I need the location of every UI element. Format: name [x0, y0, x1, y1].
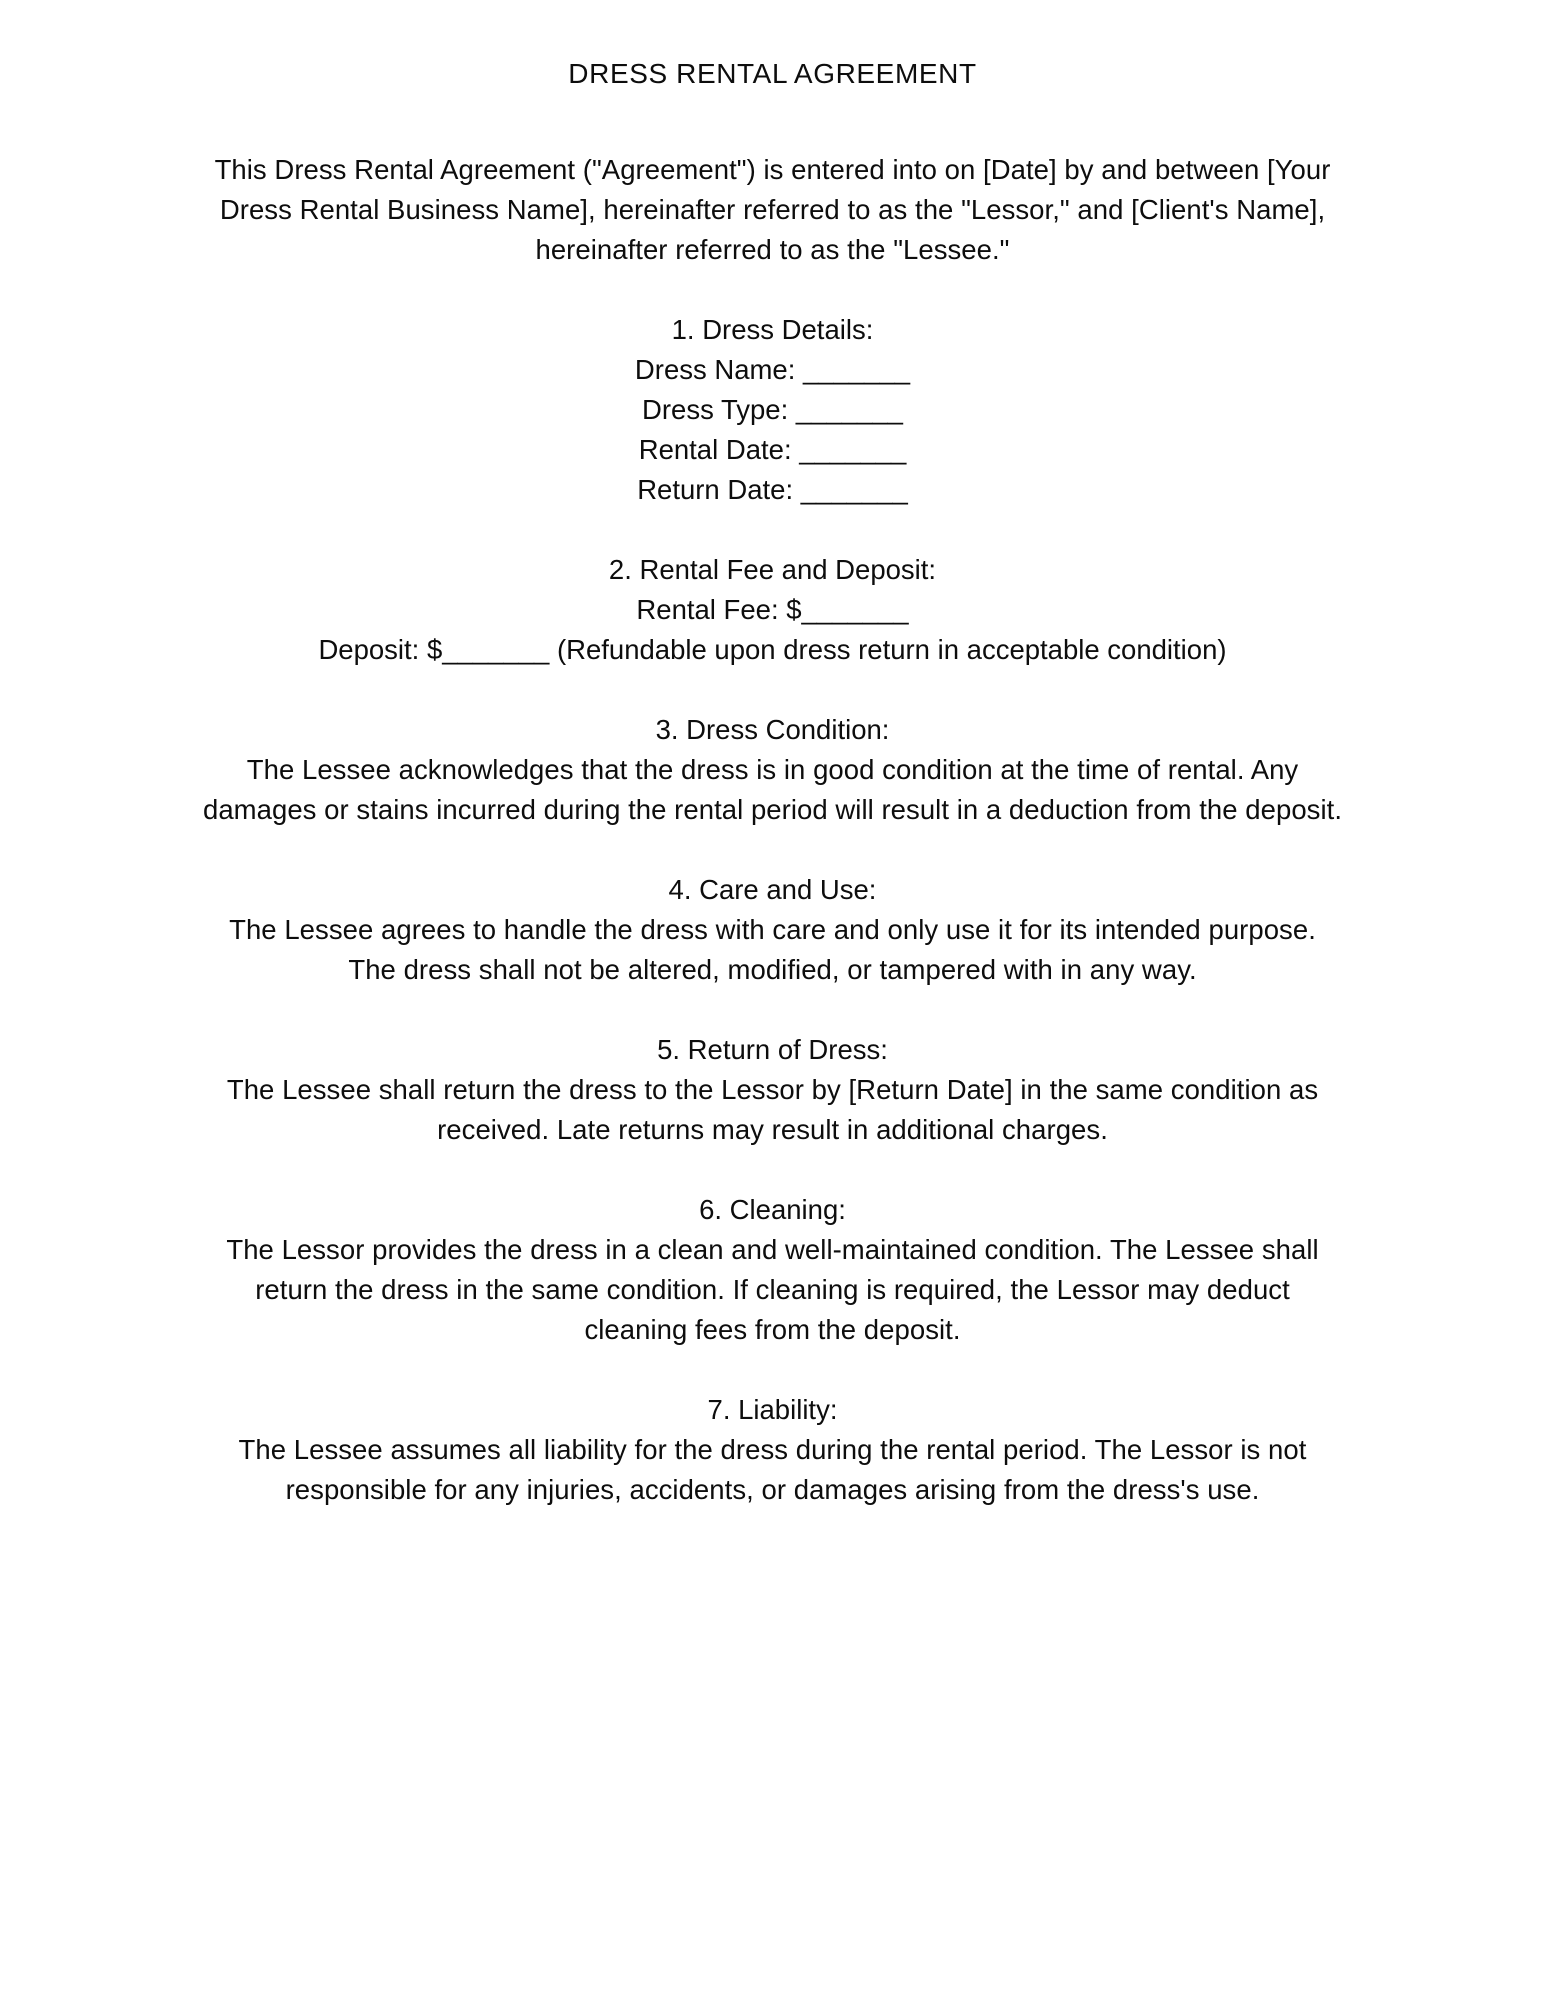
section-rental-fee-deposit — [44, 550, 1501, 670]
section-care-and-use — [44, 870, 1501, 990]
section-heading: 6. Cleaning: — [699, 1194, 846, 1225]
intro-spacer — [44, 270, 1501, 310]
field-rental-fee: Rental Fee: $_______ — [636, 594, 909, 625]
intro-paragraph: This Dress Rental Agreement ("Agreement") is entered into on [Date] by and between [Your Dress Rental Business Name], hereinafter referred to as the "Lessor," and [Client's Name], hereinafter referred to as the "Lessee." — [214, 154, 1331, 265]
title-spacer — [44, 94, 1501, 150]
section-return-of-dress — [44, 1030, 1501, 1150]
section-spacer-4 — [44, 990, 1501, 1030]
section-spacer-6 — [44, 1350, 1501, 1390]
section-body: The Lessee shall return the dress to the Lessor by [Return Date] in the same condition as received. Late returns may result in additional charges. — [226, 1074, 1319, 1145]
field-return-date: Return Date: _______ — [637, 474, 908, 505]
section-spacer-2 — [44, 670, 1501, 710]
section-dress-details — [44, 310, 1501, 510]
section-spacer-5 — [44, 1150, 1501, 1190]
section-body: The Lessor provides the dress in a clean and well-maintained condition. The Lessee shall return the dress in the same condition. If cleaning is required, the Lessor may deduct cleaning fees from the deposit. — [226, 1234, 1319, 1345]
section-heading: 2. Rental Fee and Deposit: — [608, 554, 937, 585]
section-dress-condition — [44, 710, 1501, 830]
field-dress-name: Dress Name: _______ — [634, 354, 911, 385]
section-heading: 3. Dress Condition: — [655, 714, 890, 745]
field-deposit: Deposit: $_______ (Refundable upon dress return in acceptable condition) — [318, 634, 1227, 665]
section-heading: 5. Return of Dress: — [657, 1034, 888, 1065]
field-rental-date: Rental Date: _______ — [638, 434, 907, 465]
section-spacer-1 — [44, 510, 1501, 550]
section-heading: 7. Liability: — [707, 1394, 838, 1425]
section-heading: 1. Dress Details: — [671, 314, 874, 345]
section-body: The Lessee assumes all liability for the dress during the rental period. The Lessor is not responsible for any injuries, accidents, or damages arising from the dress's use. — [238, 1434, 1307, 1505]
page-title: DRESS RENTAL AGREEMENT — [568, 58, 977, 89]
section-body: The Lessee agrees to handle the dress with care and only use it for its intended purpose. The dress shall not be altered, modified, or tampered with in any way. — [229, 914, 1316, 985]
section-spacer-3 — [44, 830, 1501, 870]
section-heading: 4. Care and Use: — [668, 874, 877, 905]
field-dress-type: Dress Type: _______ — [642, 394, 903, 425]
section-body: The Lessee acknowledges that the dress is in good condition at the time of rental. Any damages or stains incurred during the rental period will result in a deduction from the deposit. — [202, 754, 1343, 825]
section-liability — [44, 1390, 1501, 1510]
section-cleaning — [44, 1190, 1501, 1350]
